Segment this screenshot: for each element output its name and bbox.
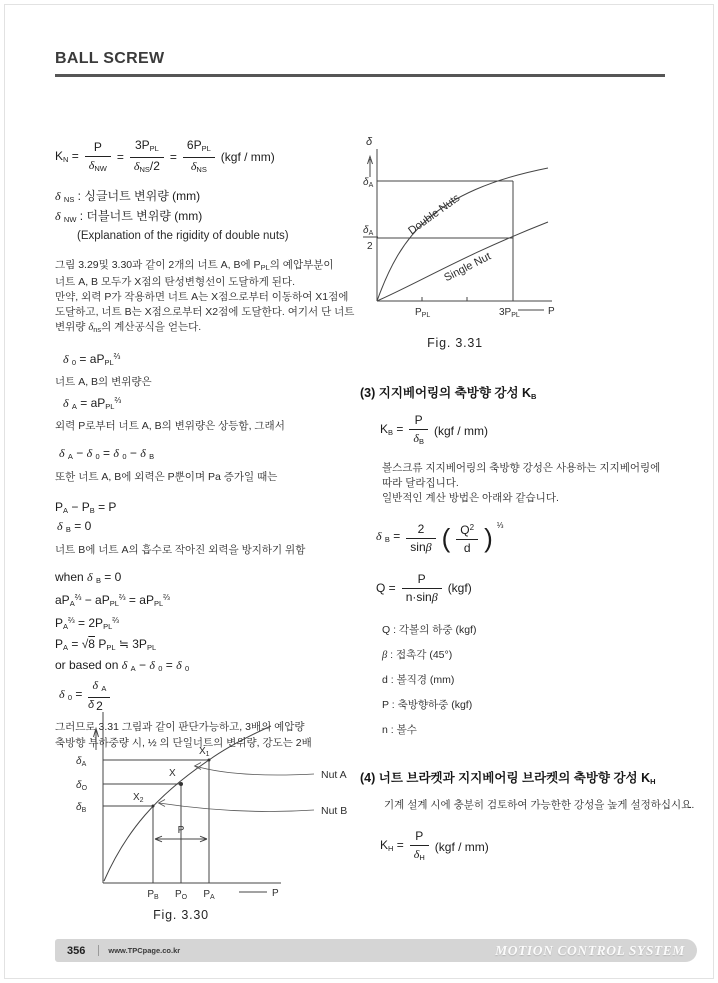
- q-frac: $\frac{P}{n\cdot\sin\beta}$: [402, 572, 442, 605]
- double-nuts-curve: [377, 168, 548, 301]
- header-rule: [55, 74, 665, 77]
- def-delta-nw: δ $_{NW}$ : 더블너트 변위량 (mm): [55, 209, 203, 224]
- para-line: 그림 3.29및 3.30과 같이 2개의 너트 A, B에 $P_{PL}$의 예압부분이: [55, 259, 334, 272]
- nut-a-label: Nut A: [321, 769, 347, 781]
- d0-frac: $\frac{\delta _A}{2}$: [88, 678, 110, 714]
- formula-pa23: $P_A^{\frac{2}{3}} = 2P_{PL}^{\frac{2}{3}}$: [55, 616, 119, 631]
- point-x-label: X: [169, 768, 176, 779]
- x-axis-label: P: [272, 888, 279, 899]
- fig-3-31-caption: Fig. 3.31: [427, 336, 483, 350]
- formula-db0: δ $_B$ = 0: [57, 519, 92, 534]
- para-line: 도달하고, 너트 B는 X점으로부터 X2점에 도달한다. 여기서 단 너트: [55, 306, 355, 318]
- kn-frac2: $\frac{3P_{PL}}{\delta_{NS}/2}$: [130, 138, 164, 177]
- fig330-leaders: [159, 763, 315, 812]
- pa-label: $P_A$: [203, 889, 215, 901]
- fig330-labels: [76, 699, 347, 901]
- body-line: 따라 달라집니다.: [382, 477, 459, 489]
- footer-url: www.TPCpage.co.kr: [108, 946, 181, 955]
- text-4: 너트 B에 너트 A의 흡수로 작아진 외력을 방지하기 위함: [55, 544, 306, 556]
- fig-3-31-plot: [362, 133, 694, 329]
- formula-apa: $aP_A^{\frac{2}{3}} - aP_{PL}^{\frac{2}{3}} = aP_{PL}^{\frac{2}{3}}$: [55, 593, 170, 608]
- kb-lhs: $K_B$ =: [380, 422, 404, 437]
- kb-unit: (kgf / mm): [433, 423, 488, 438]
- fig331-labels: [363, 136, 555, 319]
- kn-frac3: $\frac{6P_{PL}}{\delta_{NS}}$: [183, 138, 215, 177]
- formula-pa-pb: $P_A - P_B = P$: [55, 500, 117, 515]
- formula-deltaA: δ $_A = aP_{PL}^{\frac{2}{3}}$: [63, 396, 122, 411]
- body-line: 일반적인 계산 방법은 아래와 같습니다.: [382, 492, 559, 504]
- point-x1-label: $X_1$: [199, 746, 210, 758]
- q-lhs: Q =: [376, 581, 396, 595]
- para-line: 너트 A, B 모두가 X점의 탄성변형선이 도달하게 된다.: [55, 276, 295, 288]
- formula-kh: [380, 829, 708, 865]
- fig331-curves: [377, 168, 548, 301]
- formula-q: [376, 572, 708, 605]
- definition-item: Q : 각볼의 하중 (kgf): [382, 624, 477, 636]
- delta-a-label: $\delta_A$: [363, 177, 374, 189]
- figure-3-30: [71, 696, 371, 911]
- formula-when: when δ $_B$ = 0: [55, 570, 122, 585]
- single-nut-curve: [377, 222, 548, 301]
- delta-b-lhs: δ $_B$ =: [376, 529, 401, 544]
- figure-3-31: [362, 133, 694, 334]
- delta-b-frac2: $\frac{Q^2}{d}$: [456, 520, 478, 556]
- footer-divider: [98, 945, 99, 956]
- nut-b-label: Nut B: [321, 805, 348, 817]
- kb-frac: $\frac{P}{\delta_B}$: [409, 413, 428, 449]
- nut-b-leader: [159, 803, 314, 811]
- ppl-label: $P_{PL}$: [415, 307, 431, 319]
- exponent-one-third: ⅓: [496, 521, 504, 530]
- y-axis-label: δ: [366, 136, 373, 148]
- kn-lhs: $K_N$ =: [55, 148, 79, 164]
- x-axis-label: P: [548, 306, 555, 317]
- p-dimension-label: P: [177, 825, 185, 836]
- body-line: 볼스크류 지지베어링의 축방향 강성은 사용하는 지지베어링에: [382, 462, 661, 474]
- single-nut-label: Single Nut: [442, 250, 493, 285]
- nut-a-leader: [195, 766, 314, 775]
- para-line: 만약, 외력 P가 작용하면 너트 A는 X점으로부터 이동하여 X1점에: [55, 291, 349, 303]
- text-1: 너트 A, B의 변위량은: [55, 376, 152, 388]
- paragraph-1: [55, 258, 361, 337]
- definition-item: n : 볼수: [382, 724, 417, 736]
- fig-3-30-plot: [71, 696, 371, 906]
- section-3-heading: (3) 지지베어링의 축방향 강성 $K_B$: [360, 386, 537, 401]
- formula-delta0: δ $_0 = aP_{PL}^{\frac{2}{3}}$: [63, 352, 121, 367]
- explanation-line: (Explanation of the rigidity of double nuts): [77, 230, 289, 242]
- formula-eq-delta: δ $_A$ − δ $_0$ = δ $_0$ − δ $_B$: [59, 446, 155, 461]
- definition-item: β : 접촉각 (45°): [382, 649, 453, 661]
- kh-frac: $\frac{P}{\delta_H}$: [410, 829, 429, 865]
- pb-label: $P_B$: [147, 889, 159, 901]
- fig330-axes: [94, 712, 282, 892]
- para-line: 변위량 $\delta_{ns}$의 계산공식을 얻는다.: [55, 321, 202, 334]
- section-4-heading: (4) 너트 브라켓과 지지베어링 브라켓의 축방향 강성 $K_H$: [360, 771, 656, 786]
- text-3: 또한 너트 A, B에 외력은 P뿐이며 Pa 증가일 때는: [55, 471, 278, 483]
- open-paren: (: [441, 523, 451, 553]
- formula-kb: [380, 413, 708, 449]
- fig330-curve: [104, 726, 271, 881]
- close-paren: ): [484, 523, 493, 553]
- kn-unit: (kgf / mm): [220, 150, 275, 164]
- formula-or-based: or based on δ $_A$ − δ $_0$ = δ $_0$: [55, 658, 190, 673]
- formula-kn: [55, 138, 361, 177]
- delta-a-label: $\delta_A$: [76, 756, 87, 768]
- double-nuts-label: Double Nuts: [406, 191, 463, 238]
- text-2: 외력 P로부터 너트 A, B의 변위량은 상등함, 그래서: [55, 420, 285, 432]
- footer-bar: [55, 939, 697, 962]
- delta-b-label: $\delta_B$: [76, 802, 87, 814]
- left-column: [55, 138, 361, 751]
- kh-lhs: $K_H$ =: [380, 838, 404, 853]
- three-ppl-label: $3P_{PL}$: [499, 307, 520, 319]
- point-x2-label: $X_2$: [133, 792, 144, 804]
- y-axis-label: δ: [88, 699, 95, 711]
- delta-a-half-num: $\delta_A$: [363, 225, 374, 237]
- conclusion-line: 축방향 부하중량 시, ½ 의 단일너트의 변위량, 강도는 2배: [55, 737, 312, 749]
- delta-a-half-den: 2: [367, 241, 373, 252]
- equals: =: [116, 150, 124, 164]
- def-delta-ns: δ $_{NS}$ : 싱글너트 변위량 (mm): [55, 189, 201, 204]
- definition-item: P : 축방향하중 (kgf): [382, 699, 473, 711]
- section-4-body: 기계 설계 시에 충분히 검토하여 가능한한 강성을 높게 설정하십시요.: [384, 799, 695, 811]
- right-column: [360, 383, 708, 865]
- symbol-definitions: [382, 623, 708, 738]
- delta-o-label: $\delta_O$: [76, 780, 88, 792]
- conclusion-line: 그러므로 3.31 그림과 같이 판단가능하고, 3배의 예압량: [55, 721, 305, 733]
- page-title: BALL SCREW: [55, 50, 165, 67]
- kh-unit: (kgf / mm): [434, 839, 489, 854]
- section-3-body: [382, 461, 708, 506]
- q-unit: (kgf): [447, 581, 472, 595]
- page-number: 356: [67, 944, 86, 957]
- definition-item: d : 볼직경 (mm): [382, 674, 455, 686]
- formula-delta-b: [376, 520, 708, 556]
- fig-3-30-caption: Fig. 3.30: [153, 908, 209, 922]
- footer-brand: MOTION CONTROL SYSTEM: [495, 942, 685, 958]
- kn-frac1: $\frac{P}{\delta_{NW}}$: [85, 140, 111, 176]
- d0-lhs: δ $_0$ =: [59, 687, 83, 702]
- po-label: $P_O$: [174, 889, 188, 901]
- delta-b-frac1: $\frac{2}{\sin\beta}$: [406, 522, 435, 555]
- equals: =: [169, 150, 177, 164]
- formula-pa8: $P_A = √8$ $P_{PL}$ ≒ $3P_{PL}$: [55, 637, 157, 652]
- elastic-deformation-curve: [104, 726, 271, 881]
